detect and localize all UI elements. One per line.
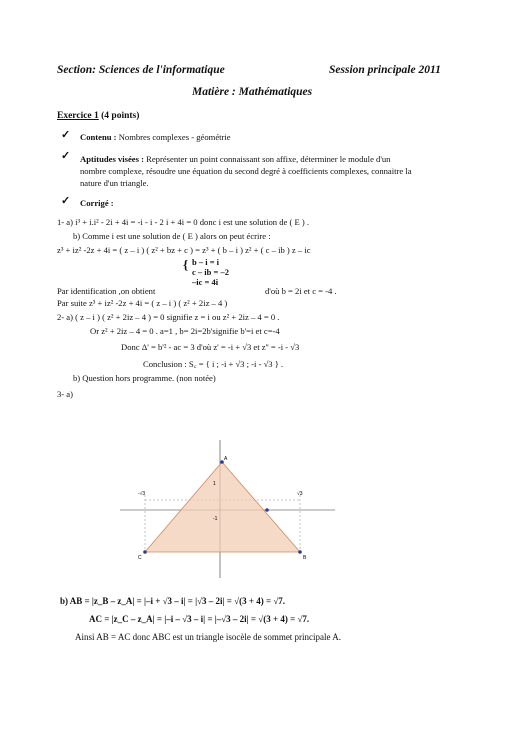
contenu-text: Nombres complexes - géométrie (118, 132, 231, 142)
solution-line-suite: Par suite z³ + iz² -2z + 4i = ( z – i ) ( z² + 2iz – 4 ) (57, 298, 228, 308)
point-a-label: A (224, 456, 228, 462)
aptitudes-line-3: nature d'un triangle. (80, 178, 149, 188)
point-c-label: C (138, 555, 142, 561)
check-icon: ✓ (61, 150, 71, 162)
tick-1-label: 1 (213, 481, 216, 487)
solution-line-3a: 3- a) (57, 389, 73, 399)
point-c (143, 550, 147, 554)
aptitudes-text-1: Représenter un point connaissant son affixe, déterminer le module d'un (146, 154, 391, 164)
identification-text: Par identification ,on obtient (57, 286, 156, 296)
contenu-line (80, 132, 231, 142)
solution-line-2b: b) Question hors programme. (non notée) (73, 373, 216, 383)
corrige-label: Corrigé : (80, 198, 114, 208)
contenu-label: Contenu : (80, 132, 117, 142)
exercise-heading (57, 111, 139, 121)
triangle-abc (145, 462, 300, 552)
point-one (265, 508, 269, 512)
solution-line-delta: Donc Δ' = b'² - ac = 3 d'où z' = -i + √3 et z'' = -i - √3 (121, 342, 300, 352)
triangle-conclusion: Ainsi AB = AC donc ABC est un triangle isocèle de sommet principale A. (75, 632, 342, 642)
solution-line-2a-or: Or z² + 2iz – 4 = 0 . a=1 , b= 2i=2b'signifie b'=i et c=-4 (90, 326, 280, 336)
check-icon: ✓ (61, 195, 71, 207)
system-eq-2: c – ib = –2 (192, 267, 229, 277)
session-title: Session principale 2011 (329, 64, 441, 76)
tick-m1-label: -1 (213, 516, 218, 522)
system-eq-1: b – i = i (192, 257, 220, 267)
point-b (298, 550, 302, 554)
exercise-label: Exercice 1 (57, 111, 99, 121)
distance-ab: b) AB = |z_B – z_A| = |–i + √3 – i| = |√3 – 2i| = √(3 + 4) = √7. (60, 596, 286, 606)
solution-line-conclusion: Conclusion : S꜀ = { i ; -i + √3 ; -i - √3 } . (143, 359, 284, 369)
exercise-points: (4 points) (101, 111, 140, 121)
section-title: Section: Sciences de l'informatique (57, 64, 225, 76)
aptitudes-label: Aptitudes visées : (80, 154, 144, 164)
triangle-figure (120, 440, 340, 580)
distance-ac: AC = |z_C – z_A| = |–i – √3 – i| = |–√3 – 2i| = √(3 + 4) = √7. (89, 614, 310, 624)
system-eq-3: –ic = 4i (192, 277, 219, 287)
subject-title: Matière : Mathématiques (192, 86, 313, 98)
tick-sqrt3-label: √3 (297, 491, 303, 497)
aptitudes-line-2: nombre complexe, résoudre une équation du second degré à coefficients complexes, connaitre la (80, 166, 412, 176)
solution-line-factorisation: z³ + iz² -2z + 4i = ( z – i ) ( z² + bz + c ) = z³ + ( b – i ) z² + ( c – ib ) z – ic (57, 245, 311, 255)
identification-result: d'où b = 2i et c = -4 . (265, 286, 337, 296)
tick-m-sqrt3-label: -√3 (138, 491, 146, 497)
solution-line-1a: 1- a) i³ + i.i² - 2i + 4i = -i - i - 2 i + 4i = 0 donc i est une solution de ( E ) . (57, 217, 310, 227)
point-b-label: B (303, 555, 307, 561)
check-icon: ✓ (61, 129, 71, 141)
solution-line-2a: 2- a) ( z – i ) ( z² + 2iz – 4 ) = 0 signifie z = i ou z² + 2iz – 4 = 0 . (57, 312, 280, 322)
system-brace: { (183, 257, 189, 272)
aptitudes-line-1 (80, 154, 390, 164)
solution-line-1b: b) Comme i est une solution de ( E ) alors on peut écrire : (73, 231, 271, 241)
